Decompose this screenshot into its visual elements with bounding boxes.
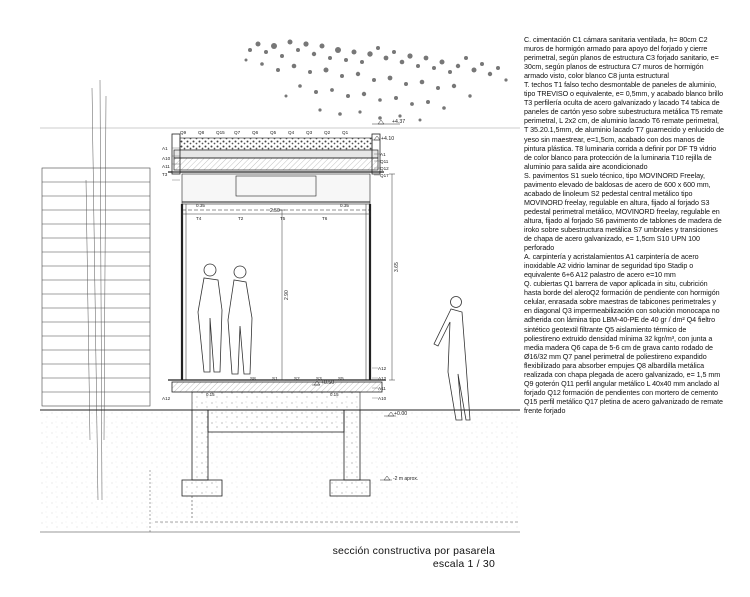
level-floor: +0.50 (321, 380, 335, 386)
dim-left-offset: 0.35 (196, 203, 205, 208)
dim-interior-width: 2.50 (270, 208, 280, 214)
floor-slab (168, 380, 386, 410)
callout-label: Q17 (380, 173, 389, 178)
callout-label: Q2 (324, 130, 331, 135)
callout-label: A1 (380, 152, 386, 157)
dimension-lines (182, 174, 395, 380)
callout-label: Q15 (216, 130, 225, 135)
legend-carpinteria: A. carpintería y acristalamientos A1 carpintería de acero inoxidable A2 vidrio laminar de seguridad tipo Stadip o equivalente 6+6 A12 palastro de acero e=10 mm (524, 253, 699, 280)
callouts-ceiling (196, 216, 328, 221)
level-top: +4.37 (392, 119, 406, 125)
callout-label: Q5 (270, 130, 277, 135)
level-ground: +0.00 (394, 411, 408, 417)
callout-label: T4 (196, 216, 202, 221)
callout-label: A1 (162, 146, 168, 151)
callout-label: T5 (280, 216, 286, 221)
legend-cubiertas: Q. cubiertas Q1 barrera de vapor aplicada in situ, cubrición hasta borde del aleroQ2 formación de pendiente con hormigón celular, enrasada sobre maestras de tabicones perimetrales y en diagonal Q3 impermeabilización con solución monocapa no adherida con lámina tipo LBM-40-PE de 40 gr / dm² Q4 fieltro sintético geotextil filtrante Q5 aislamiento térmico de poliestireno extruido densidad mínima 32 kgr/m³, con junta a media madera Q6 capa de 5-6 cm de grava canto rodado de Ø16/32 mm Q7 panel perimetral de poliestireno expandido flexibilizado para absorber empujes Q8 albardilla metálica realizada con chapa plegada de acero galvanizado, e= 1,5 mm Q9 goterón Q11 perfil angular metálico L 40x40 mm anclado al forjado Q12 formación de pendientes con mortero de cemento Q15 perfil metálico Q17 pletina de acero galvanizado de remate frente forjado (524, 280, 723, 415)
callout-label: Q8 (198, 130, 205, 135)
level-roof: +4.10 (381, 136, 395, 142)
callout-label: Q7 (234, 130, 241, 135)
callout-label: S1 (272, 376, 278, 381)
dim-total-height: 3.65 (394, 262, 400, 272)
person-right (434, 297, 470, 421)
section-scale: escala 1 / 30 (432, 558, 495, 570)
dim-right-offset: 0.35 (340, 203, 349, 208)
callout-label: Q9 (180, 130, 187, 135)
callout-label: T6 (322, 216, 328, 221)
tree-canopy (245, 40, 508, 122)
person-left (198, 264, 222, 372)
callouts-left (162, 146, 180, 401)
callout-label: A12 (378, 376, 387, 381)
callout-label: S2 (294, 376, 300, 381)
callout-label: Q6 (252, 130, 259, 135)
section-title: sección constructiva por pasarela (332, 545, 495, 557)
person-center (228, 266, 252, 374)
legend-cimentacion: C. cimentación C1 cámara sanitaria ventilada, h= 80cm C2 muros de hormigón armado para apoyo del forjado y cierre perimetral, según planos de estructura C3 forjado sanitario, e= 30cm, según planos de estructura C7 muros de hormigón armado visto, color blanco C8 junta estructural (524, 36, 719, 81)
callout-label: Q12 (380, 166, 389, 171)
callout-label: A11 (378, 386, 386, 391)
legend-pavimentos: S. pavimentos S1 suelo técnico, tipo MOVINORD Freelay, pavimento elevado de baldosas de acero de 600 x 600 mm, acabado de linoleum S2 pedestal central metálico tipo MOVINORD freelay, regulable en altura, fijado al forjado S3 pedestal perimetral metálico, MOVINORD freelay, regulable en altura, fijado al forjado S6 pavimento de tablones de madera de iroko sobre subestructura metálica S7 umbrales y transiciones de chapa de acero galvanizado, e= 1,5cm S10 UPN 100 perforado (524, 171, 722, 253)
roof-slab (168, 134, 384, 174)
callout-label: S5 (338, 376, 344, 381)
callout-label: Q3 (306, 130, 313, 135)
callout-label: S3 (316, 376, 322, 381)
callout-label: Q1 (342, 130, 349, 135)
callout-label: Q11 (380, 159, 389, 164)
callout-label: T3 (162, 172, 168, 177)
callout-label: A12 (378, 366, 387, 371)
callout-label: A12 (162, 396, 171, 401)
callout-label: A10 (162, 156, 171, 161)
legend (524, 36, 724, 416)
legend-techos: T. techos T1 falso techo desmontable de paneles de aluminio, tipo TREVISO o equivalente, e= 0,5mm, y acabado blanco brillo T3 perfilería oculta de acero galvanizado y lacado T4 tabica de paneles de cartón yeso sobre subestructura metálica T5 remate perimetral, L 2x2 cm, de aluminio lacado T6 remate perimetral, T 35.20.1,5mm, de aluminio lacado T7 guarnecido y enlucido de yeso sin maestrear, e=1,5cm, acabado con dos manos de pintura plástica. T8 luminaria corrida a definir por DF T9 vidrio de color blanco para protección de la luminaria T10 rejilla de aluminio para salida aire acondicionado (524, 81, 724, 171)
level-foundation: -2 m aprox. (393, 476, 419, 482)
dim-ceiling-height: 2.90 (284, 290, 290, 300)
callout-label: A10 (378, 396, 387, 401)
dim-small-a: 0.15 (206, 392, 215, 397)
callouts-roof-top (180, 130, 349, 135)
callout-label: A11 (162, 164, 170, 169)
callout-label: Q4 (288, 130, 295, 135)
callout-label: S8 (250, 376, 256, 381)
dim-small-b: 0.15 (330, 392, 339, 397)
callout-label: T2 (238, 216, 244, 221)
